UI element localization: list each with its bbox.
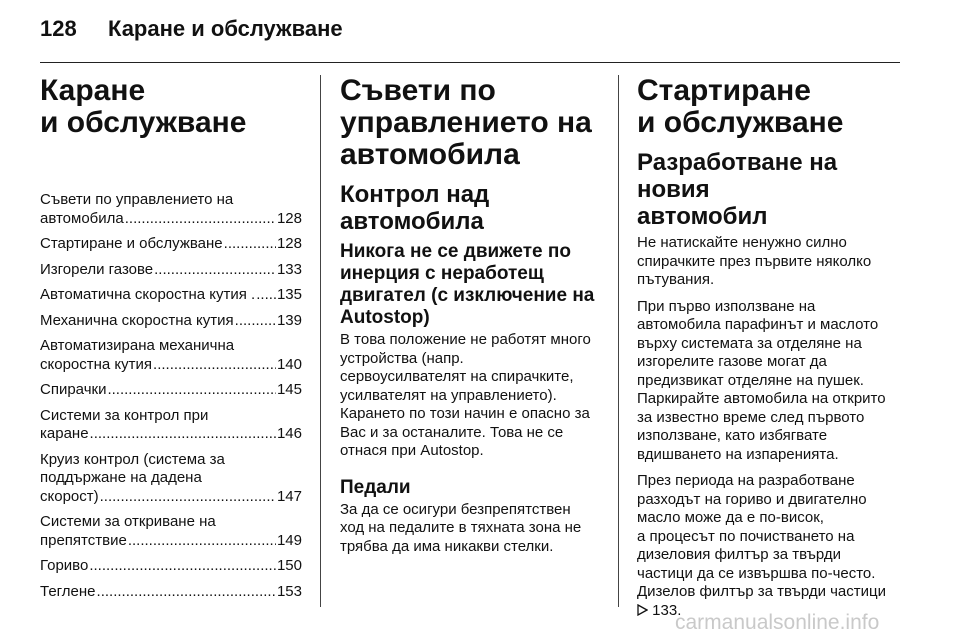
toc-entry[interactable] — [40, 583, 302, 602]
paragraph-running-in-period: През периода на разработване разходът на гориво и двигателно масло може да е по-висок, а процесът по почистването на дизеловия филтър за твърди частици да се извършва по-често. Дизелов филтър за твърди частици 133. — [637, 472, 905, 620]
toc-entry-text: Изгорели газове — [40, 260, 154, 278]
page-reference-number: 133. — [652, 601, 682, 619]
toc-leader-dots — [224, 235, 276, 254]
heading-new-vehicle-running-in: Разработване на новия автомобил — [637, 149, 838, 230]
toc-entry-text: Съвети по управлението на — [40, 191, 234, 208]
toc-page-number: 128 — [276, 235, 302, 252]
toc-entry-text: скорост) — [40, 487, 99, 505]
toc-entry[interactable] — [40, 557, 302, 576]
toc-entry[interactable] — [40, 191, 302, 228]
toc-page-number: 149 — [276, 531, 302, 549]
toc-leader-dots — [125, 210, 276, 229]
table-of-contents — [40, 191, 302, 601]
toc-entry-text: Теглене — [40, 582, 96, 600]
toc-entry[interactable] — [40, 513, 302, 550]
paragraph-first-use: При първо използване на автомобила парафинът и маслото върху системата за отделяне на изгорелите газове могат да предизвикат отделяне на пушек. Паркирайте автомобила на открито за известно време след първото използване, като избягвате вдишването на изпаренията. — [637, 297, 886, 463]
toc-leader-dots — [256, 286, 276, 305]
toc-leader-dots — [154, 261, 276, 280]
toc-page-number: 153 — [276, 582, 302, 600]
heading-never-coast: Никога не се движете по инерция с неработещ двигател (с изключение на Autostop) — [340, 241, 595, 328]
page-header — [40, 16, 343, 42]
toc-page-number: 145 — [276, 381, 302, 398]
toc-leader-dots — [128, 532, 276, 551]
toc-entry-text: Спирачки — [40, 381, 107, 398]
column-starting-operating — [637, 75, 905, 628]
toc-entry[interactable] — [40, 337, 302, 374]
toc-entry-text: Стартиране и обслужване — [40, 235, 223, 252]
toc-entry-text: Механична скоростна кутия — [40, 311, 234, 329]
toc-page-number: 135 — [276, 286, 302, 303]
toc-entry[interactable] — [40, 451, 302, 507]
toc-entry-text: Автоматична скоростна кутия . — [40, 286, 256, 303]
toc-leader-dots — [153, 356, 276, 375]
toc-page-number: 146 — [276, 425, 302, 442]
paragraph-never-coast: В това положение не работят много устройства (напр. сервоусилвателят на спирачките, усилвателят на управлението). Карането по този начин е опасно за Вас и за останалите. Това не се отнася при Autostop. — [340, 331, 591, 459]
toc-page-number: 133 — [276, 260, 302, 278]
toc-leader-dots — [235, 312, 276, 331]
paragraph-pedals: За да се осигури безпрепятствен ход на педалите в тяхната зона не трябва да има никакви стелки. — [340, 500, 582, 555]
toc-leader-dots — [100, 488, 276, 507]
column-divider-2 — [618, 75, 619, 607]
toc-entry-text: автомобила — [40, 209, 124, 227]
toc-entry-text: скоростна кутия — [40, 355, 153, 373]
toc-page-number: 139 — [276, 311, 302, 329]
toc-leader-dots — [97, 583, 276, 602]
section-title-driving-hints: Съвети по управлението на автомобила — [340, 74, 592, 171]
running-title: Каране и обслужване — [108, 16, 343, 41]
toc-entry[interactable] — [40, 286, 302, 305]
toc-entry[interactable] — [40, 381, 302, 400]
toc-entry[interactable] — [40, 261, 302, 280]
toc-entry-text: Гориво — [40, 557, 89, 574]
watermark-text: carmanualsonline.info — [675, 611, 880, 634]
column-driving-hints — [340, 75, 602, 564]
toc-page-number: 140 — [276, 355, 302, 373]
toc-leader-dots — [90, 425, 276, 444]
arrow-right-icon — [637, 604, 648, 616]
chapter-title: Каране и обслужване — [40, 74, 247, 139]
toc-entry-text: поддържане на дадена — [40, 469, 202, 486]
paragraph-brakes: Не натискайте ненужно силно спирачките през първите няколко пътувания. — [637, 234, 872, 288]
heading-control-of-vehicle: Контрол над автомобила — [340, 181, 490, 235]
toc-leader-dots — [107, 381, 276, 400]
toc-entry-text: Автоматизирана механична — [40, 337, 235, 354]
toc-entry[interactable] — [40, 407, 302, 444]
toc-entry[interactable] — [40, 312, 302, 331]
toc-page-number: 128 — [276, 209, 302, 227]
header-rule — [40, 62, 900, 63]
toc-entry[interactable] — [40, 235, 302, 254]
toc-entry-text: каране — [40, 425, 89, 442]
page-number: 128 — [40, 16, 77, 41]
heading-pedals: Педали — [340, 476, 411, 498]
toc-entry-text: Системи за контрол при — [40, 406, 209, 424]
toc-entry-text: препятствие — [40, 531, 127, 549]
section-title-starting: Стартиране и обслужване — [637, 74, 844, 139]
column-contents — [40, 75, 302, 608]
column-divider-1 — [320, 75, 321, 607]
toc-page-number: 147 — [276, 487, 302, 505]
toc-entry-text: Системи за откриване на — [40, 513, 216, 530]
toc-leader-dots — [89, 557, 276, 576]
toc-entry-text: Круиз контрол (система за — [40, 450, 225, 468]
toc-page-number: 150 — [276, 557, 302, 574]
